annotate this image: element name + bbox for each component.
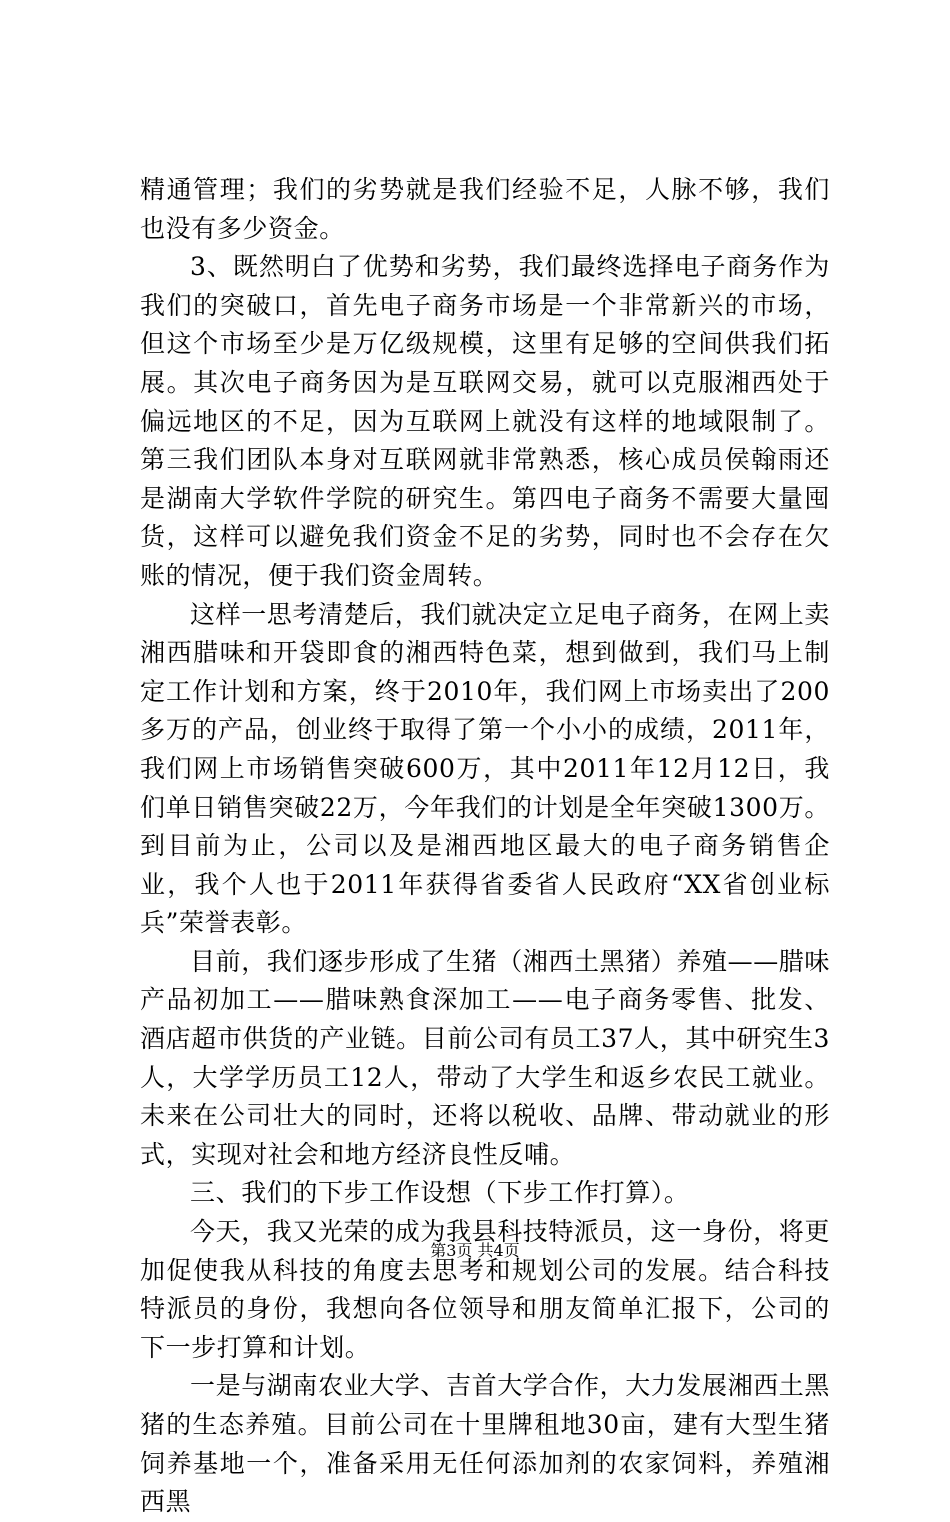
paragraph-plan-one: 一是与湖南农业大学、吉首大学合作，大力发展湘西土黑猪的生态养殖。目前公司在十里牌租地30亩，建有大型生猪饲养基地一个，准备采用无任何添加剂的农家饲料，养殖湘西黑 bbox=[140, 1371, 831, 1517]
paragraph-tech-envoy: 今天，我又光荣的成为我县科技特派员，这一身份，将更加促使我从科技的角度去思考和规划公司的发展。结合科技特派员的身份，我想向各位领导和朋友简单汇报下，公司的下一步打算和计划。 bbox=[140, 1217, 831, 1362]
paragraph-ecommerce-results: 这样一思考清楚后，我们就决定立足电子商务，在网上卖湘西腊味和开袋即食的湘西特色菜，想到做到，我们马上制定工作计划和方案，终于2010年，我们网上市场卖出了200多万的产品，创业终于取得了第一个小小的成绩，2011年，我们网上市场销售突破600万，其中2011年12月12日，我们单日销售突破22万，今年我们的计划是全年突破1300万。到目前为止，公司以及是湘西地区最大的电子商务销售企业，我个人也于2011年获得省委省人民政府“XX省创业标兵”荣誉表彰。 bbox=[140, 599, 831, 938]
paragraph-continuation: 精通管理；我们的劣势就是我们经验不足，人脉不够，我们也没有多少资金。 bbox=[140, 175, 830, 243]
section-heading-next-steps: 三、我们的下步工作设想（下步工作打算）。 bbox=[190, 1178, 690, 1208]
page-number-footer: 第3页 共4页 bbox=[430, 1241, 520, 1260]
document-body bbox=[140, 171, 830, 1522]
paragraph-industry-chain: 目前，我们逐步形成了生猪（湘西土黑猪）养殖——腊味产品初加工——腊味熟食深加工——电子商务零售、批发、酒店超市供货的产业链。目前公司有员工37人，其中研究生3人，大学学历员工12人，带动了大学生和返乡农民工就业。未来在公司壮大的同时，还将以税收、品牌、带动就业的形式，实现对社会和地方经济良性反哺。 bbox=[140, 946, 831, 1169]
paragraph-point-3: 3、既然明白了优势和劣势，我们最终选择电子商务作为我们的突破口，首先电子商务市场是一个非常新兴的市场，但这个市场至少是万亿级规模，这里有足够的空间供我们拓展。其次电子商务因为是互联网交易，就可以克服湘西处于偏远地区的不足，因为互联网上就没有这样的地域限制了。第三我们团队本身对互联网就非常熟悉，核心成员侯翰雨还是湖南大学软件学院的研究生。第四电子商务不需要大量囤货，这样可以避免我们资金不足的劣势，同时也不会存在欠账的情况，便于我们资金周转。 bbox=[140, 252, 830, 590]
